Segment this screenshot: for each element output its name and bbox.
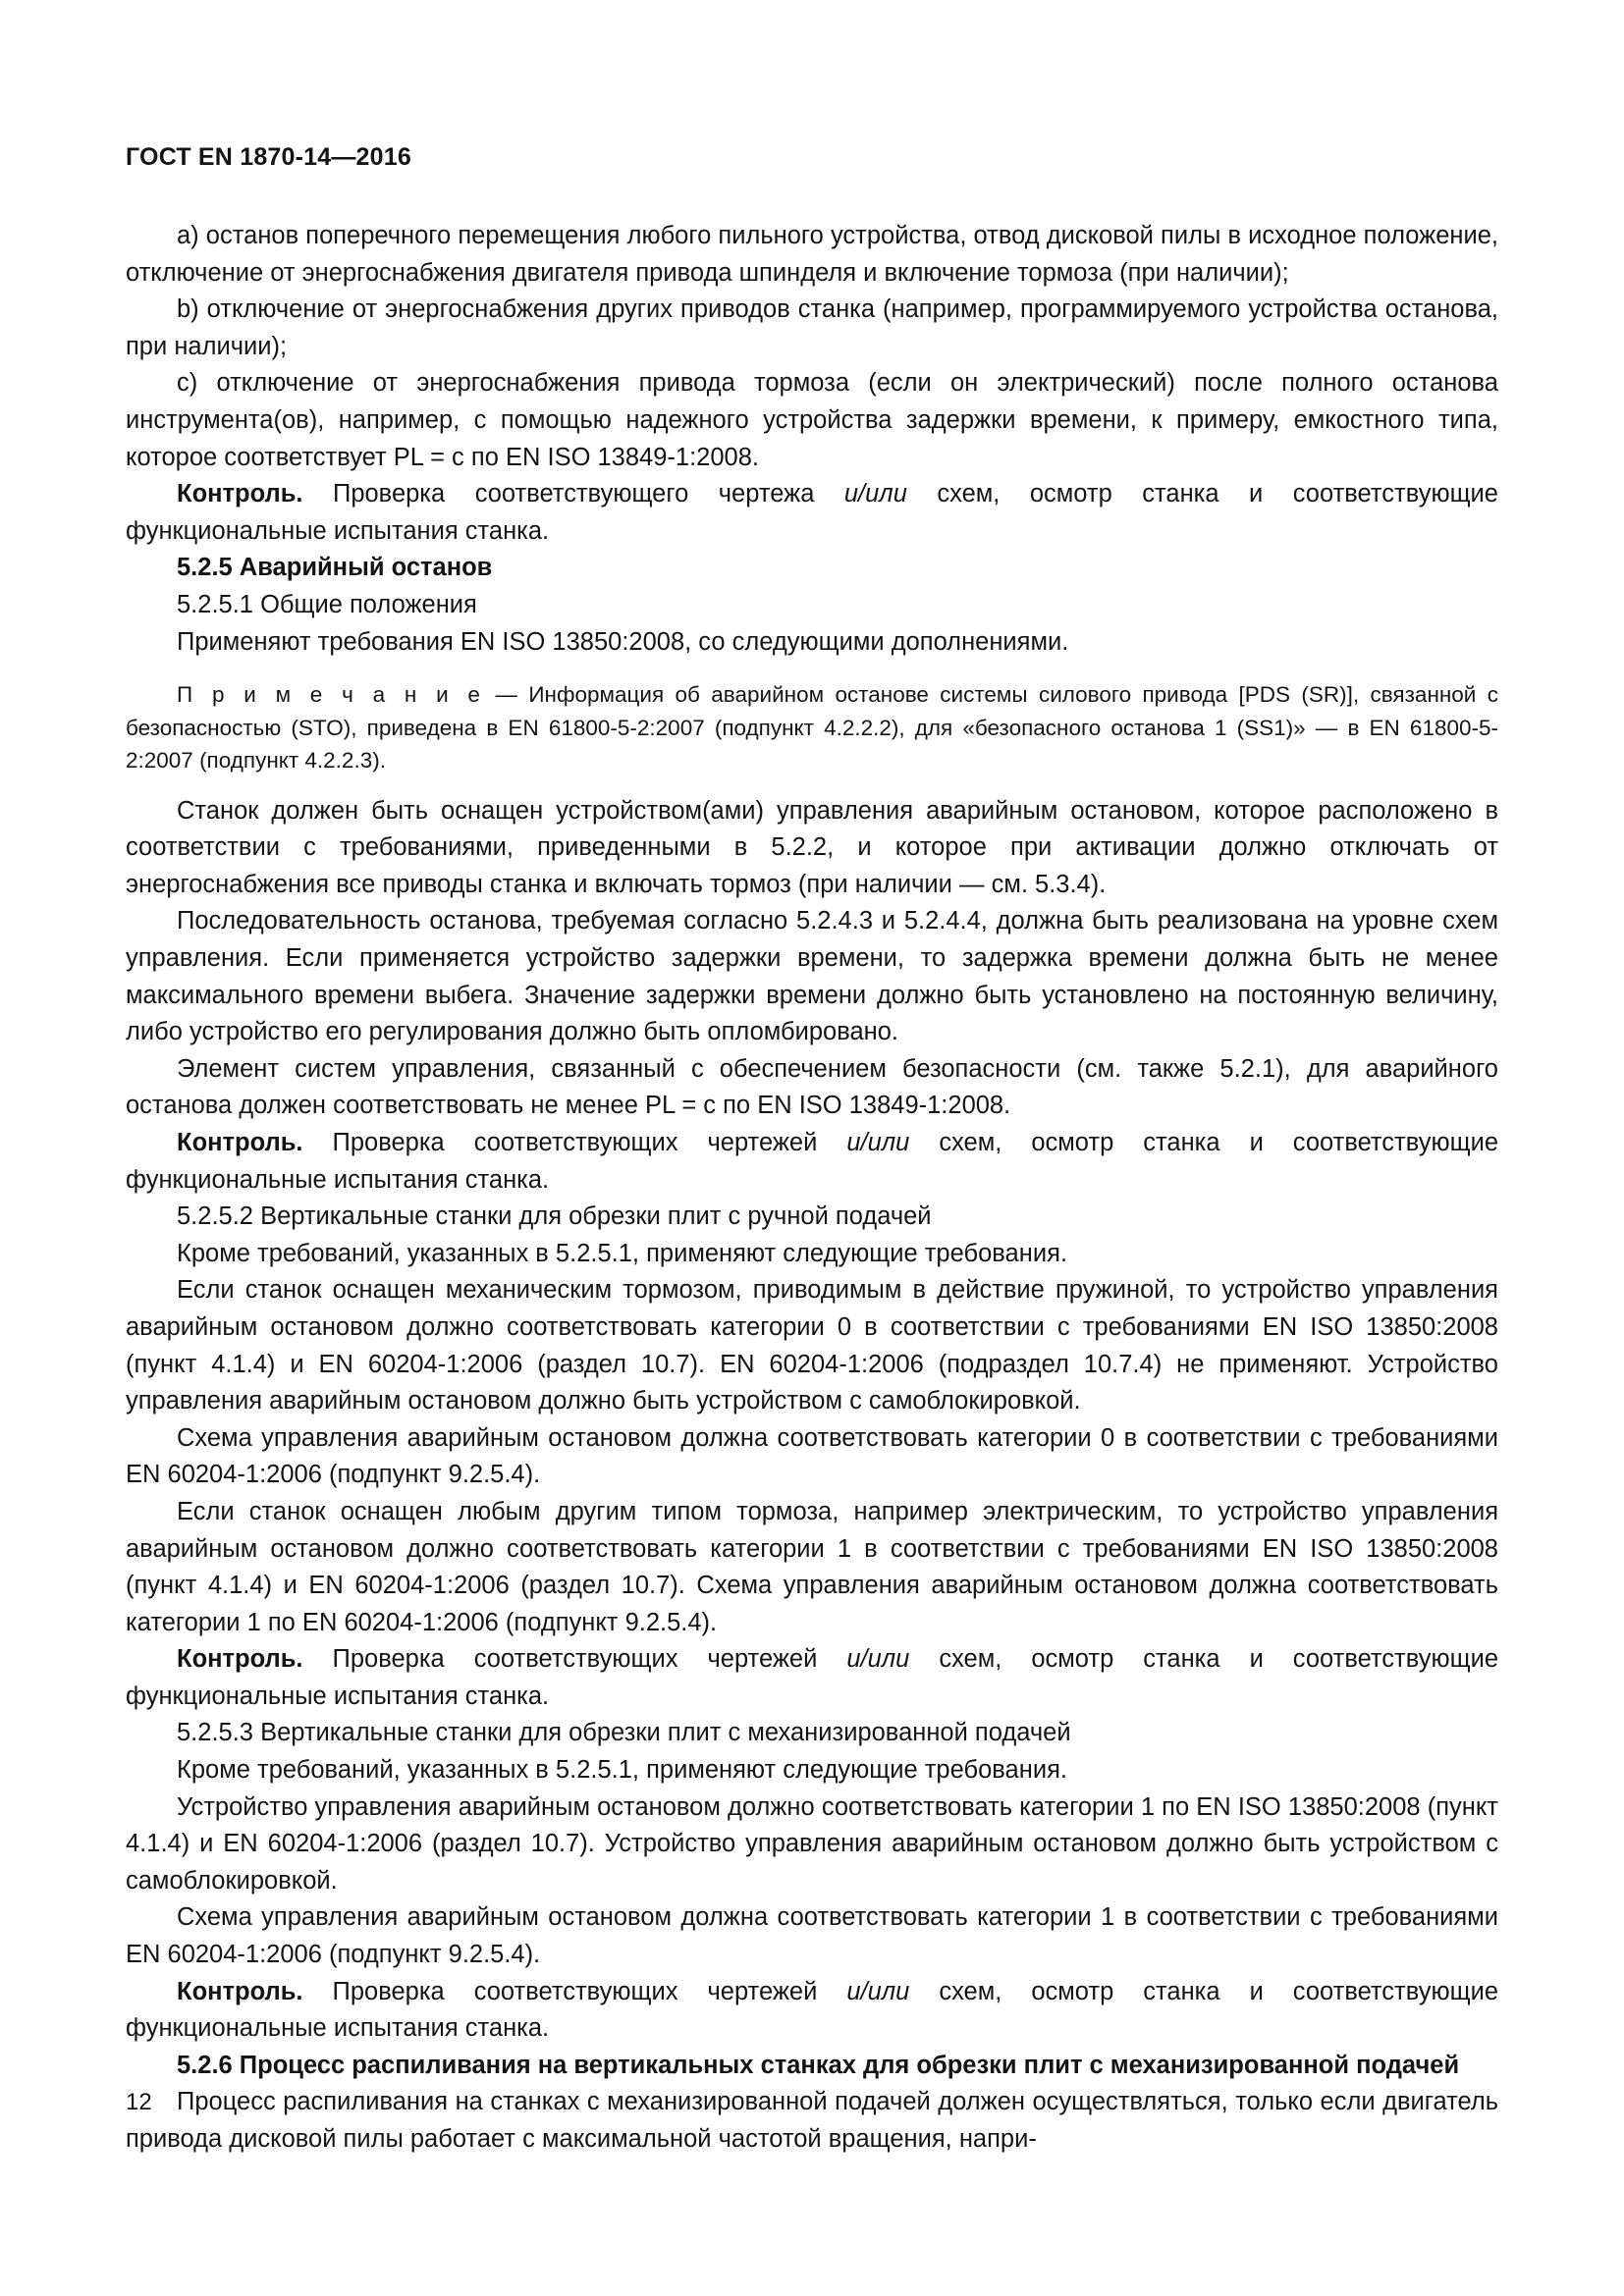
paragraph-5-2-5-3-device: Устройство управления аварийным остановом должно соответствовать категории 1 по EN ISO 13850:2008 (пункт 4.1.4) и EN 60204-1:2006 (раздел 10.7). Устройство управления аварийным остановом должно быть устройством с самоблокировкой. — [126, 1792, 1498, 1895]
heading-5-2-5-1: 5.2.5.1 Общие положения — [177, 590, 477, 618]
control-label-1: Контроль. — [177, 480, 303, 508]
paragraph-control-element: Элемент систем управления, связанный с обеспечением безопасности (см. также 5.2.1), для аварийного останова должен соответствовать не менее PL = c по EN ISO 13849-1:2008. — [126, 1054, 1498, 1120]
control-text-1-after: схем, осмотр станка и соответствующие функциональные испытания станка. — [126, 480, 1498, 545]
control-text-2-before: Проверка соответствующих чертежей — [302, 1128, 847, 1156]
list-item-c: c) отключение от энергоснабжения привода тормоза (если он электрический) после полного останова инструмента(ов), например, с помощью надежного устройства задержки времени, к примеру, емкостного типа, которое соответствует PL = c по EN ISO 13849-1:2008. — [126, 369, 1498, 471]
control-label-4: Контроль. — [177, 1977, 303, 2005]
control-italic-1: и/или — [843, 480, 907, 508]
list-item-a: a) останов поперечного перемещения любого пильного устройства, отвод дисковой пилы в исходное положение, отключение от энергоснабжения двигателя привода шпинделя и включение тормоза (при наличии); — [126, 222, 1498, 287]
control-text-2-after: схем, осмотр станка и соответствующие функциональные испытания станка. — [126, 1128, 1499, 1194]
control-paragraph-3 — [126, 1641, 1498, 1715]
paragraph-5-2-5-2-other-brake: Если станок оснащен любым другим типом тормоза, например электрическим, то устройство управления аварийным остановом должно соответствовать категории 1 в соответствии с требованиями EN ISO 13850:2008 (пункт 4.1.4) и EN 60204-1:2006 (раздел 10.7). Схема управления аварийным остановом должна соответствовать категории 1 по EN 60204-1:2006 (подпункт 9.2.5.4). — [126, 1497, 1498, 1636]
paragraph-machine-equipped: Станок должен быть оснащен устройством(ами) управления аварийным остановом, которое расположено в соответствии с требованиями, приведенными в 5.2.2, и которое при активации должно отключать от энергоснабжения все приводы станка и включать тормоз (при наличии — см. 5.3.4). — [126, 796, 1498, 898]
paragraph-5-2-6-text: Процесс распиливания на станках с механизированной подачей должен осуществляться, только если двигатель привода дисковой пилы работает с максимальной частотой вращения, напри- — [126, 2088, 1498, 2153]
control-text-4-before: Проверка соответствующих чертежей — [302, 1977, 847, 2005]
note-spacer-bottom — [126, 777, 1498, 793]
heading-5-2-5-3: 5.2.5.3 Вертикальные станки для обрезки плит с механизированной подачей — [177, 1719, 1071, 1747]
control-text-3-before: Проверка соответствующих чертежей — [302, 1645, 847, 1674]
control-label-3: Контроль. — [177, 1645, 303, 1674]
control-text-3-after: схем, осмотр станка и соответствующие функциональные испытания станка. — [126, 1645, 1499, 1710]
paragraph-5-2-5-1-intro: Применяют требования EN ISO 13850:2008, со следующими дополнениями. — [177, 627, 1069, 656]
note-text: — Информация об аварийном останове системы силового привода [PDS (SR)], связанной с безопасностью (STO), приведена в EN 61800-5-2:2007 (подпункт 4.2.2.2), для «безопасного останова 1 (SS1)» — в EN 61800-5-2:2007 (подпункт 4.2.2.3). — [126, 682, 1498, 774]
control-paragraph-1 — [126, 476, 1498, 550]
list-item-b: b) отключение от энергоснабжения других приводов станка (например, программируемого устройства останова, при наличии); — [126, 295, 1498, 360]
heading-5-2-5-2: 5.2.5.2 Вертикальные станки для обрезки плит с ручной подачей — [177, 1202, 932, 1231]
control-italic-3: и/или — [846, 1645, 910, 1674]
control-paragraph-4 — [126, 1974, 1498, 2048]
paragraph-5-2-5-2-mechanical-brake: Если станок оснащен механическим тормозом, приводимым в действие пружиной, то устройство управления аварийным остановом должно соответствовать категории 0 в соответствии с требованиями EN ISO 13850:2008 (пункт 4.1.4) и EN 60204-1:2006 (раздел 10.7). EN 60204-1:2006 (подраздел 10.7.4) не применяют. Устройство управления аварийным остановом должно быть устройством с самоблокировкой. — [126, 1276, 1498, 1415]
paragraph-5-2-5-2-scheme: Схема управления аварийным остановом должна соответствовать категории 0 в соответствии с требованиями EN 60204-1:2006 (подпункт 9.2.5.4). — [126, 1423, 1498, 1489]
note-label: П р и м е ч а н и е — [177, 682, 485, 708]
control-italic-4: и/или — [846, 1977, 910, 2005]
paragraph-5-2-5-3-scheme: Схема управления аварийным остановом должна соответствовать категории 1 в соответствии с требованиями EN 60204-1:2006 (подпункт 9.2.5.4). — [126, 1903, 1498, 1969]
paragraph-stop-sequence: Последовательность останова, требуемая согласно 5.2.4.3 и 5.2.4.4, должна быть реализована на уровне схем управления. Если применяется устройство задержки времени, то задержка времени должна быть не менее максимального времени выбега. Значение задержки времени должно быть установлено на постоянную величину, либо устройство его регулирования должно быть опломбировано. — [126, 907, 1498, 1046]
paragraph-5-2-5-2-besides: Кроме требований, указанных в 5.2.5.1, применяют следующие требования. — [177, 1239, 1067, 1267]
control-label-2: Контроль. — [177, 1128, 303, 1156]
note-spacer-top — [126, 661, 1498, 678]
heading-5-2-5: 5.2.5 Аварийный останов — [177, 554, 493, 582]
page-number: 12 — [126, 2089, 152, 2115]
note-paragraph — [126, 678, 1498, 777]
heading-5-2-6: 5.2.6 Процесс распиливания на вертикальных станках для обрезки плит с механизированной подачей — [177, 2051, 1460, 2079]
control-text-1-before: Проверка соответствующего чертежа — [302, 480, 844, 508]
control-text-4-after: схем, осмотр станка и соответствующие функциональные испытания станка. — [126, 1977, 1499, 2043]
paragraph-5-2-5-3-besides: Кроме требований, указанных в 5.2.5.1, применяют следующие требования. — [177, 1756, 1067, 1785]
control-italic-2: и/или — [846, 1128, 910, 1156]
page-header: ГОСТ EN 1870-14—2016 — [126, 143, 411, 171]
control-paragraph-2 — [126, 1125, 1498, 1199]
document-body — [126, 218, 1498, 2159]
